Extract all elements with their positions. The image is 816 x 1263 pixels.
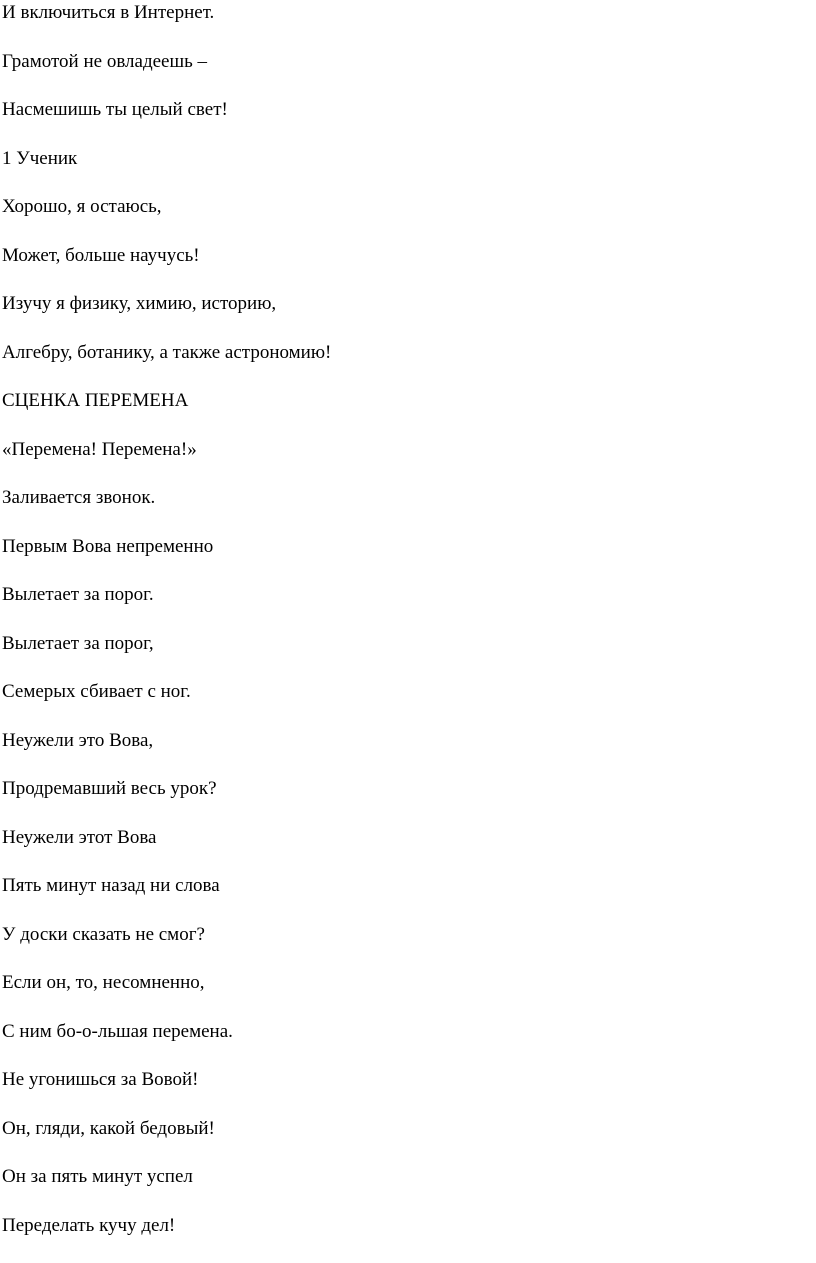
text-line: Изучу я физику, химию, историю,: [2, 293, 277, 314]
section-heading: СЦЕНКА ПЕРЕМЕНА: [2, 390, 189, 411]
text-line: Хорошо, я остаюсь,: [2, 196, 162, 217]
text-line: Неужели этот Вова: [2, 826, 157, 848]
text-line: Он, гляди, какой бедовый!: [2, 1117, 215, 1139]
speaker-label: 1 Ученик: [2, 147, 78, 169]
text-line: Может, больше научусь!: [2, 244, 200, 266]
text-line: С ним бо-о-льшая перемена.: [2, 1020, 233, 1042]
text-line: Заливается звонок.: [2, 487, 156, 508]
poem-text: [2, 0, 331, 1261]
text-line: Продремавший весь урок?: [2, 778, 217, 799]
text-line: Он за пять минут успел: [2, 1166, 193, 1187]
text-line: Вылетает за порог,: [2, 632, 154, 654]
text-line: Грамотой не овладеешь –: [2, 50, 208, 72]
text-line: Пять минут назад ни слова: [2, 875, 220, 896]
text-line: Вылетает за порог.: [2, 584, 154, 605]
text-line: Переделать кучу дел!: [2, 1214, 176, 1236]
text-line: Неужели это Вова,: [2, 729, 154, 751]
text-line: «Перемена! Перемена!»: [2, 438, 197, 460]
text-line: У доски сказать не смог?: [2, 923, 205, 945]
text-line: Алгебру, ботанику, а также астрономию!: [2, 341, 332, 363]
text-line: И включиться в Интернет.: [2, 2, 215, 23]
text-line: Не угонишься за Вовой!: [2, 1069, 199, 1090]
text-line: Первым Вова непременно: [2, 535, 214, 557]
text-line: Если он, то, несомненно,: [2, 972, 205, 993]
text-line: Насмешишь ты целый свет!: [2, 99, 228, 120]
text-line: Семерых сбивает с ног.: [2, 681, 191, 702]
